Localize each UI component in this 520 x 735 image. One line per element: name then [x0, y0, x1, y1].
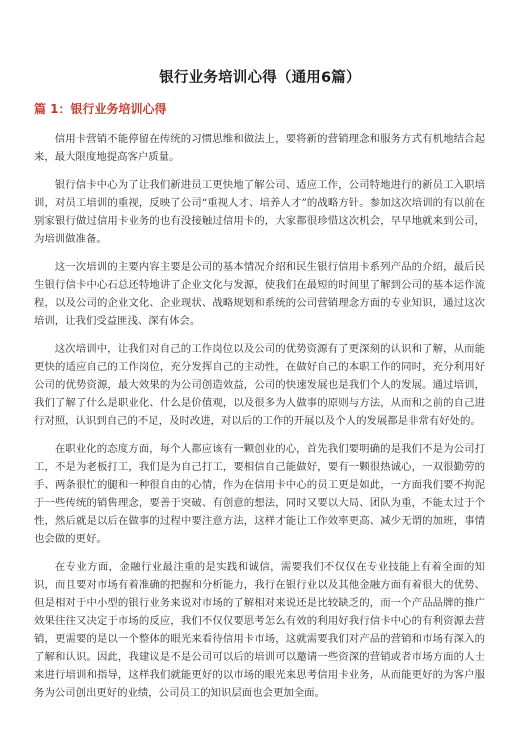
paragraph-3: 这一次培训的主要内容主要是公司的基本情况介绍和民生银行信用卡系列产品的介绍，最后民生银行信卡中心石总还特地讲了企业文化与发源，使我们在最短的时间里了解到公司的基本运作流程，以及公司的企业文化、企业现状、战略规划和系统的公司营销理念方面的专业知识，通过这次培训，让我们受益匪浅、深有体会。	[34, 261, 485, 327]
paragraph-2: 银行信卡中心为了让我们新进员工更快地了解公司、适应工作，公司特地进行的新员工入职培训，对员工培训的重视，反映了公司“重视人才、培养人才”的战略方针。参加这次培训的有以前在别家银行做过信用卡业务的也有没接触过信用卡的，大家都很珍惜这次机会，早早地就来到公司，为培训做准备。	[34, 179, 485, 245]
document-title: 银行业务培训心得（通用6篇）	[159, 70, 361, 86]
paragraph-6: 在专业方面，金融行业最注重的是实践和诚信，需要我们不仅仅在专业技能上有着全面的知识，而且要对市场有着准确的把握和分析能力，我行在银行业以及其他金融方面有着很大的优势、但是相对于中小型的银行业务来说对市场的了解相对来说还是比较缺乏的，而一个产品品牌的推广效果往往又决定于市场的反应，我们不仅仅要思考怎么有效的利用好我行信卡中心的有利资源去营销，更需要的是以一个整体的眼光来看待信用卡市场，这就需要我们对产品的营销和市场有深入的了解和认识。因此，我建议是不是公司可以后的培训可以邀请一些资深的营销或者市场方面的人士来进行培训和指导，这样我们就能更好的以市场的眼光来思考信用卡业务，从而能更好的为客户服务为公司创出更好的业绩，公司员工的知识层面也会更加全面。	[34, 561, 485, 699]
paragraph-1: 信用卡营销不能停留在传统的习惯思维和做法上，要将新的营销理念和服务方式有机地结合起来，最大限度地提高客户质量。	[34, 133, 485, 163]
paragraph-4: 这次培训中，让我们对自己的工作岗位以及公司的优势资源有了更深刻的认识和了解，从而能更快的适应自己的工作岗位，充分发挥自己的主动性，在做好自己的本职工作的同时，充分利用好公司的优势资源，最大效果的为公司创造效益，公司的快速发展也是我们个人的发展。通过培训，我们了解了什么是职业化、什么是价值观，以及很多为人做事的原则与方法，从而和之前的自己进行对照，认识到自己的不足，及时改进，对以后的工作的开展以及个人的发展都是非常有好处的。	[34, 343, 485, 427]
paragraph-5: 在职业化的态度方面，每个人都应该有一颗创业的心，首先我们要明确的是我们不是为公司打工，不是为老板打工，我们是为自己打工，要相信自己能做好，要有一颗很热诚心，一双很勤劳的手、两条很忙的腿和一种很自由的心情，作为在信用卡中心的员工更是如此，一方面我们要不拘泥于一些传统的销售理念，要善于突破、有创意的想法，同时又要以大局、团队为重，不能太过于个性，然后就是以后在做事的过程中要注意方法，这样才能让工作效率更高、减少无谓的加班，事情也会做的更好。	[34, 443, 485, 545]
document-body	[34, 130, 485, 712]
section-heading: 篇 1：银行业务培训心得	[34, 102, 167, 116]
